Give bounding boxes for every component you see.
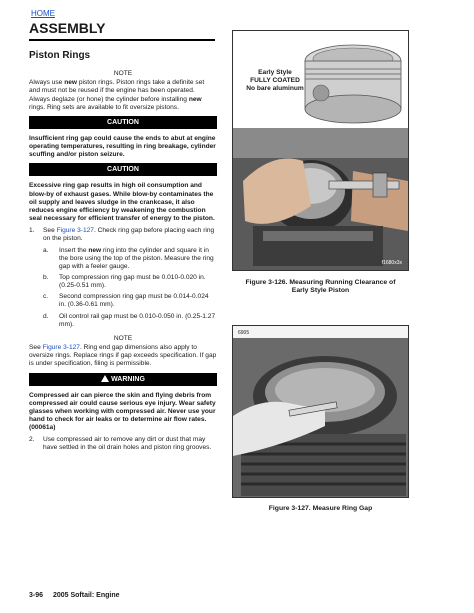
caution-text: Excessive ring gap results in high oil consumption and blow-by of exhaust gases. While blow-by contaminates the oil supply and leaves sludge in the crankcase, it also reduces engine efficiency by weakening the combustion seal necessary for efficient transfer of energy to the piston.	[29, 182, 215, 223]
figure-measuring-piston	[232, 30, 409, 271]
callout-line: FULLY COATED	[250, 77, 300, 84]
figure-caption: Figure 3-127. Measure Ring Gap	[268, 505, 373, 512]
step-number: 2.	[29, 436, 35, 444]
substep-letter: c.	[43, 293, 49, 301]
substep-letter: b.	[43, 273, 49, 281]
home-link[interactable]: HOME	[31, 9, 55, 18]
warning-label: WARNING	[111, 375, 145, 383]
substep-c	[29, 293, 217, 309]
substep-text-part: ring into the cylinder and square it in the bore using the top of the piston. Measure the ring gap with a feeler gauge.	[59, 246, 214, 270]
caption-line: Early Style Piston	[291, 287, 350, 295]
note-text	[29, 79, 217, 112]
substep-a	[29, 247, 217, 271]
note-emphasis: new	[64, 79, 78, 87]
warning-text: Compressed air can pierce the skin and flying debris from compressed air could cause serious eye injury. Wear safety glasses when working with compressed air. Never use your hand to check for air leaks or to determine air flow rates. (00061a)	[29, 391, 216, 432]
ring-gap-illustration	[233, 326, 409, 498]
figure-caption	[232, 279, 409, 296]
note-text-part: rings. Ring sets are available to fit oversize pistons.	[29, 103, 179, 111]
step-1	[29, 227, 217, 243]
caution-banner: CAUTION	[29, 116, 217, 129]
substep-text: Oil control rail gap must be 0.010-0.050 in. (0.25-1.27 mm).	[59, 312, 216, 328]
figure-code: f1680x3x	[381, 260, 402, 266]
substep-text: Top compression ring gap must be 0.010-0.020 in. (0.25-0.51 mm).	[59, 273, 206, 290]
step-text-part: See	[43, 227, 57, 235]
note-emphasis: new	[188, 95, 202, 103]
caption-line: Figure 3-126. Measuring Running Clearance of	[245, 279, 396, 286]
callout-line: Early Style	[258, 69, 292, 76]
step-list	[29, 227, 217, 329]
warning-icon	[101, 375, 109, 382]
figure-link[interactable]: Figure 3-127	[56, 227, 94, 235]
note-text-part: See	[29, 344, 43, 352]
manual-title: 2005 Softail: Engine	[52, 592, 120, 599]
substep-b	[29, 274, 217, 290]
note-text	[29, 344, 217, 368]
caution-text: Insufficient ring gap could cause the ends to abut at engine operating temperatures, resulting in ring breakage, cylinder scuffing and/or piston seizure.	[29, 134, 216, 159]
step-number: 1.	[29, 227, 35, 235]
figure-link[interactable]: Figure 3-127	[42, 344, 80, 352]
substep-text: Second compression ring gap must be 0.014-0.024 in. (0.36-0.61 mm).	[59, 293, 209, 309]
caution-banner: CAUTION	[29, 163, 217, 176]
step-text-part: . Check ring gap before placing each ring on the piston.	[43, 227, 215, 243]
title-rule	[29, 39, 215, 41]
callout-line: No bare aluminum	[246, 85, 304, 92]
piston-callout	[243, 69, 307, 93]
page-footer	[29, 592, 128, 599]
piston-illustration	[233, 31, 409, 271]
section-title: Piston Rings	[29, 50, 91, 61]
note-text-part: Always use	[29, 79, 65, 87]
figure-ring-gap	[232, 325, 409, 498]
step-2	[29, 436, 217, 452]
substep-letter: d.	[43, 312, 49, 320]
page-title: ASSEMBLY	[29, 20, 106, 36]
note-label: NOTE	[113, 70, 133, 78]
main-column	[29, 48, 217, 456]
substep-emphasis: new	[88, 246, 102, 254]
figure-code: 6905	[238, 330, 250, 336]
warning-banner	[29, 373, 217, 386]
note-label: NOTE	[113, 334, 133, 342]
substep-text-part: Insert the	[59, 246, 89, 254]
step-text: Use compressed air to remove any dirt or dust that may have settled in the oil drain holes and piston ring grooves.	[43, 436, 212, 452]
substep-d	[29, 313, 217, 329]
page-number: 3-96	[29, 592, 44, 599]
substep-letter: a.	[43, 246, 49, 254]
note-text-part: . Ring end gap dimensions also apply to oversize rings. Replace rings if gap exceeds specification. If gap is under specification, filing is permissible.	[29, 344, 217, 368]
note-text-part: piston rings. Piston rings take a definite set and must not be reused if the engine has been operated. Always deglaze (or hone) the cylinder before installing	[29, 79, 205, 103]
